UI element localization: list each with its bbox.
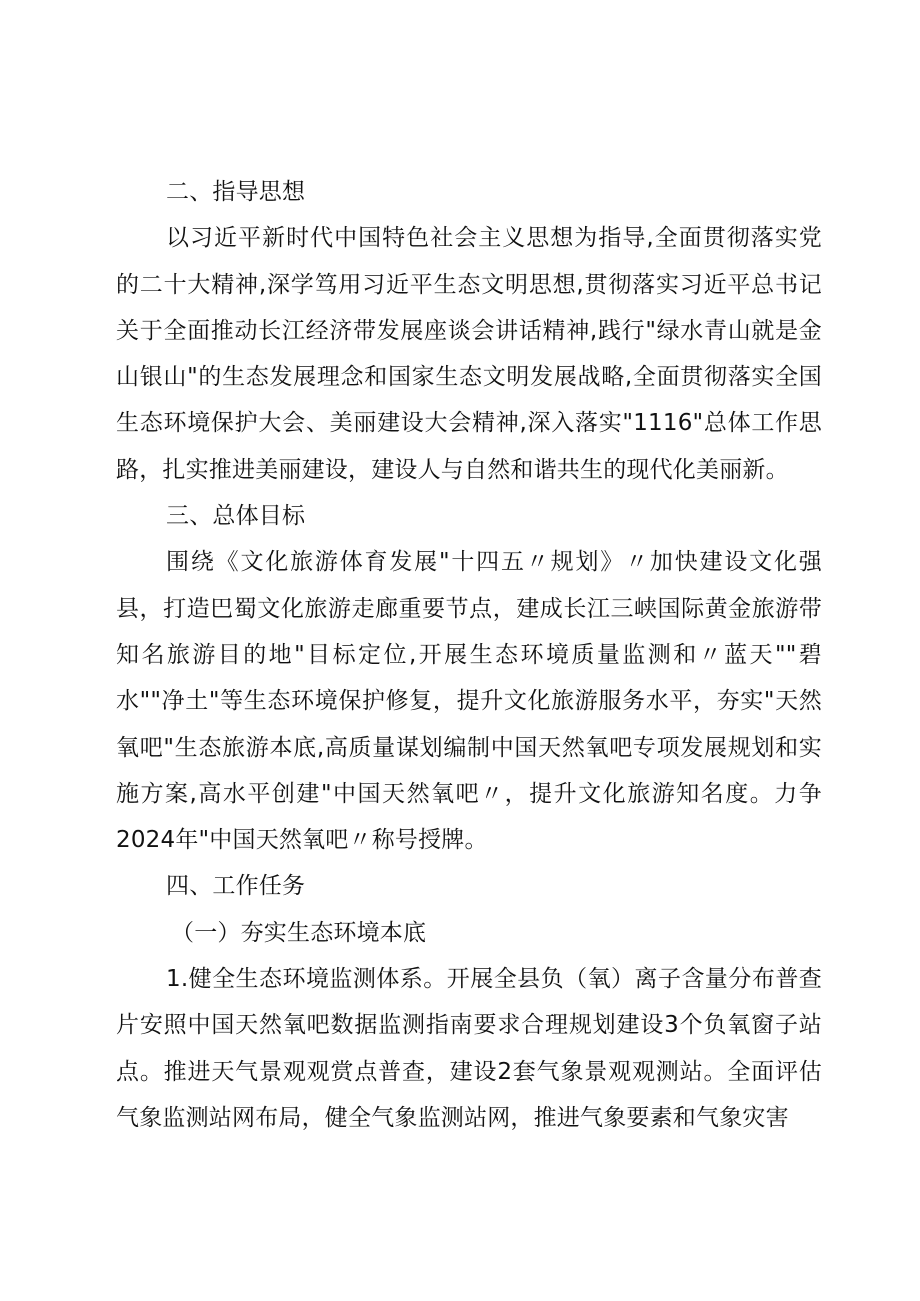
guiding-ideology-paragraph: 以习近平新时代中国特色社会主义思想为指导,全面贯彻落实党的二十大精神,深学笃用习近平生态文明思想,贯彻落实习近平总书记关于全面推动长江经济带发展座谈会讲话精神,践行"绿水青山就是金山银山"的生态发展理念和国家生态文明发展战略,全面贯彻落实全国生态环境保护大会、美丽建设大会精神,深入落实"1116"总体工作思路，扎实推进美丽建设，建设人与自然和谐共生的现代化美丽新。 xyxy=(116,225,822,483)
subsection-heading-ecological-base: （一）夯实生态环境本底 xyxy=(171,919,427,946)
section-heading-overall-goals: 三、总体目标 xyxy=(166,503,306,530)
monitoring-system-paragraph: 1.健全生态环境监测体系。开展全县负（氧）离子含量分布普查片安照中国天然氧吧数据监测指南要求合理规划建设3个负氧窗子站点。推进天气景观观赏点普查，建设2套气象景观观测站。全面评估气象监测站网布局，健全气象监测站网，推进气象要素和气象灾害 xyxy=(116,966,822,1131)
section-heading-work-tasks: 四、工作任务 xyxy=(166,873,306,900)
section-heading-guiding-ideology: 二、指导思想 xyxy=(166,179,306,205)
overall-goals-paragraph: 围绕《文化旅游体育发展"十四五〃规划》〃加快建设文化强县，打造巴蜀文化旅游走廊重要节点，建成长江三峡国际黄金旅游带知名旅游目的地"目标定位,开展生态环境质量监测和〃蓝天""碧水""净土"等生态环境保护修复，提升文化旅游服务水平，夯实"天然氧吧"生态旅游本底,高质量谋划编制中国天然氧吧专项发展规划和实施方案,高水平创建"中国天然氧吧〃，提升文化旅游知名度。力争2024年"中国天然氧吧〃称号授牌。 xyxy=(116,549,822,854)
document-body xyxy=(116,169,822,1141)
